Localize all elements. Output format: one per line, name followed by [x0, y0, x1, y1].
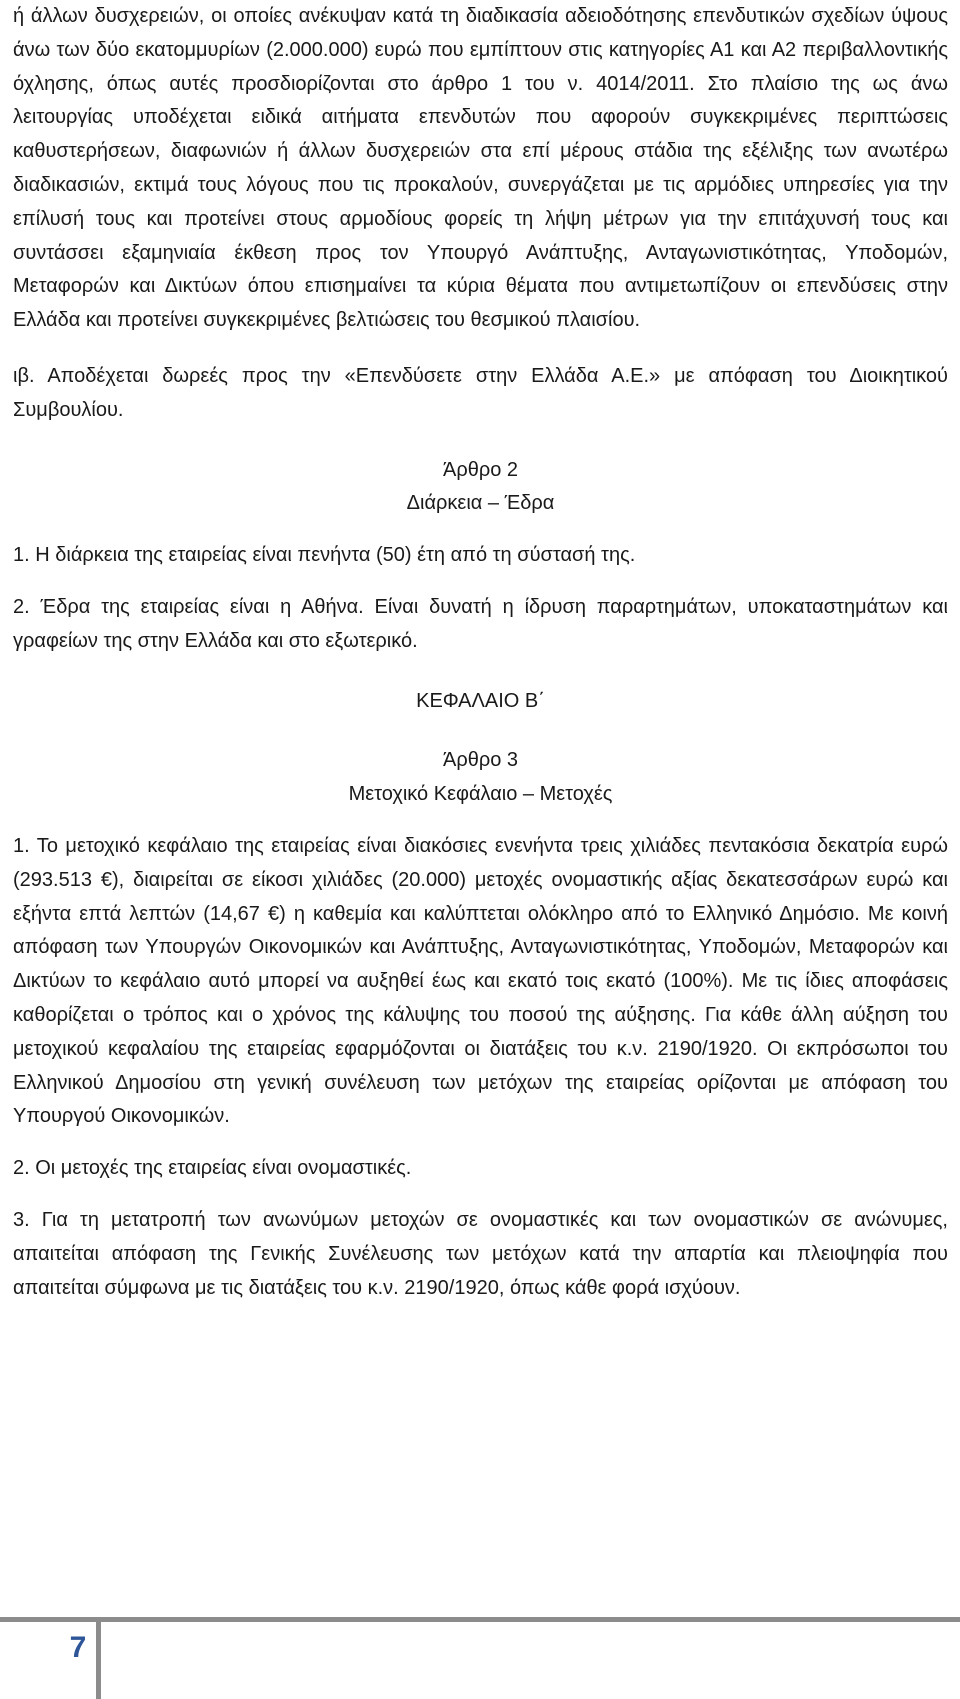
- article-3-heading: Άρθρο 3: [442, 749, 519, 772]
- article-3-paragraph-3: 3. Για τη μετατροπή των ανωνύμων μετοχών σε ονομαστικές και των ονομαστικών σε ανώνυμες, απαιτείται απόφαση της Γενικής Συνέλευσης των μετόχων κατά την απαρτία και πλειοψηφία που απαιτείται σύμφωνα με τις διατάξεις του κ.ν. 2190/1920, όπως κάθε φορά ισχύουν.: [13, 1208, 948, 1299]
- footer-horizontal-rule: [0, 1617, 960, 1622]
- article-3-subheading: Μετοχικό Κεφάλαιο ‒ Μετοχές: [348, 783, 613, 806]
- document-page: [13, 0, 948, 1305]
- chapter-heading: ΚΕΦΑΛΑΙΟ Β΄: [416, 689, 545, 712]
- article-3-paragraph-2: 2. Οι μετοχές της εταιρείας είναι ονομαστικές.: [13, 1157, 412, 1180]
- article-3-paragraph-1: 1. Το μετοχικό κεφάλαιο της εταιρείας είναι διακόσιες ενενήντα τρεις χιλιάδες πεντακόσια δεκατρία ευρώ (293.513 €), διαιρείται σε είκοσι χιλιάδες (20.000) μετοχές ονομαστικής αξίας δεκατεσσάρων ευρώ και εξήντα επτά λεπτών (14,67 €) η καθεμία και καλύπτεται ολόκληρο από το Ελληνικό Δημόσιο. Με κοινή απόφαση των Υπουργών Οικονομικών και Ανάπτυξης, Ανταγωνιστικότητας, Υποδομών, Μεταφορών και Δικτύων το κεφάλαιο αυτό μπορεί να αυξηθεί έως και εκατό τοις εκατό (100%). Με τις ίδιες αποφάσεις καθορίζεται ο τρόπος και ο χρόνος της κάλυψης του ποσού της αύξησης. Για κάθε άλλη αύξηση του μετοχικού κεφαλαίου της εταιρείας εφαρμόζονται οι διατάξεις του κ.ν. 2190/1920. Οι εκπρόσωποι του Ελληνικού Δημοσίου στη γενική συνέλευση των μετόχων της εταιρείας ορίζονται με απόφαση του Υπουργού Οικονομικών.: [13, 834, 948, 1128]
- paragraph-item-ib: ιβ. Αποδέχεται δωρεές προς την «Επενδύσετε στην Ελλάδα Α.Ε.» με απόφαση του Διοικητικού Συμβουλίου.: [13, 364, 948, 421]
- article-2-subheading: Διάρκεια – Έδρα: [406, 492, 555, 515]
- article-2-paragraph-1: 1. Η διάρκεια της εταιρείας είναι πενήντα (50) έτη από τη σύστασή της.: [13, 544, 636, 567]
- page-number: 7: [69, 1631, 87, 1664]
- page-footer: [0, 1617, 960, 1699]
- footer-vertical-rule: [96, 1622, 101, 1699]
- article-2-paragraph-2: 2. Έδρα της εταιρείας είναι η Αθήνα. Είναι δυνατή η ίδρυση παραρτημάτων, υποκαταστημάτων και γραφείων της στην Ελλάδα και στο εξωτερικό.: [13, 595, 948, 652]
- article-2-heading: Άρθρο 2: [442, 458, 519, 481]
- paragraph-continuation: ή άλλων δυσχερειών, οι οποίες ανέκυψαν κατά τη διαδικασία αδειοδότησης επενδυτικών σχεδίων ύψους άνω των δύο εκατομμυρίων (2.000.000) ευρώ που εμπίπτουν στις κατηγορίες Α1 και Α2 περιβαλλοντικής όχλησης, όπως αυτές προσδιορίζονται στο άρθρο 1 του ν. 4014/2011. Στο πλαίσιο της ως άνω λειτουργίας υποδέχεται ειδικά αιτήματα επενδυτών που αφορούν συγκεκριμένες περιπτώσεις καθυστερήσεων, διαφωνιών ή άλλων δυσχερειών στα επί μέρους στάδια της εξέλιξης των ανωτέρω διαδικασιών, εκτιμά τους λόγους που τις προκαλούν, συνεργάζεται με τις αρμόδιες υπηρεσίες για την επίλυσή τους και προτείνει στους αρμοδίους φορείς τη λήψη μέτρων για την επιτάχυνσή τους και συντάσσει εξαμηνιαία έκθεση προς τον Υπουργό Ανάπτυξης, Ανταγωνιστικότητας, Υποδομών, Μεταφορών και Δικτύων όπου επισημαίνει τα κύρια θέματα που αντιμετωπίζουν οι επενδύσεις στην Ελλάδα και προτείνει συγκεκριμένες βελτιώσεις του θεσμικού πλαισίου.: [13, 5, 948, 332]
